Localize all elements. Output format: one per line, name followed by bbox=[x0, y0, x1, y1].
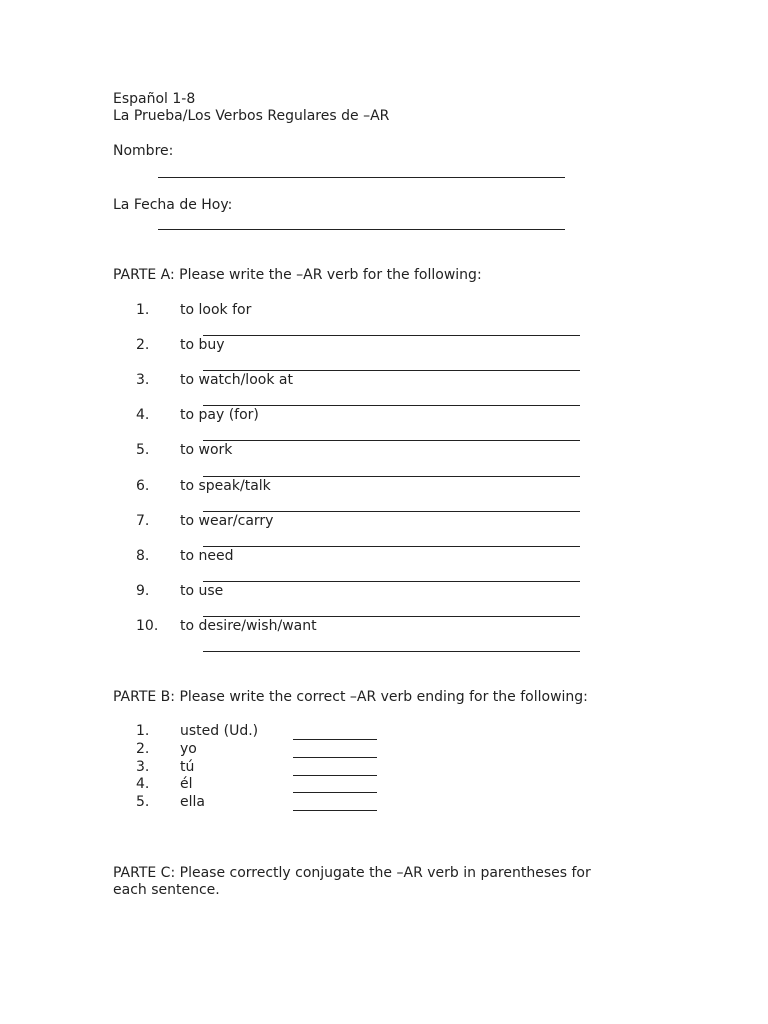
item-number: 4. bbox=[136, 407, 150, 423]
item-number: 1. bbox=[136, 302, 150, 318]
item-number: 10. bbox=[136, 618, 159, 634]
ending-blank[interactable] bbox=[293, 792, 377, 793]
ending-blank[interactable] bbox=[293, 739, 377, 740]
name-line[interactable] bbox=[158, 177, 565, 178]
item-prompt: to speak/talk bbox=[180, 478, 271, 494]
item-prompt: to use bbox=[180, 583, 224, 599]
item-number: 4. bbox=[136, 776, 150, 792]
item-number: 5. bbox=[136, 794, 150, 810]
ending-blank[interactable] bbox=[293, 775, 377, 776]
item-number: 6. bbox=[136, 478, 150, 494]
item-prompt: to buy bbox=[180, 337, 225, 353]
answer-line[interactable] bbox=[203, 405, 580, 406]
quiz-title: La Prueba/Los Verbos Regulares de –AR bbox=[113, 108, 390, 124]
item-pronoun: él bbox=[180, 776, 193, 792]
item-prompt: to wear/carry bbox=[180, 513, 274, 529]
item-pronoun: tú bbox=[180, 759, 195, 775]
parte-b-heading: PARTE B: Please write the correct –AR verb ending for the following: bbox=[113, 689, 588, 705]
item-number: 3. bbox=[136, 759, 150, 775]
item-prompt: to pay (for) bbox=[180, 407, 259, 423]
item-prompt: to look for bbox=[180, 302, 252, 318]
parte-a-heading: PARTE A: Please write the –AR verb for the following: bbox=[113, 267, 482, 283]
ending-blank[interactable] bbox=[293, 810, 377, 811]
item-prompt: to need bbox=[180, 548, 234, 564]
date-label: La Fecha de Hoy: bbox=[113, 197, 233, 213]
item-number: 9. bbox=[136, 583, 150, 599]
item-number: 5. bbox=[136, 442, 150, 458]
item-number: 2. bbox=[136, 337, 150, 353]
answer-line[interactable] bbox=[203, 440, 580, 441]
ending-blank[interactable] bbox=[293, 757, 377, 758]
item-pronoun: usted (Ud.) bbox=[180, 723, 259, 739]
course-title: Español 1-8 bbox=[113, 91, 196, 107]
answer-line[interactable] bbox=[203, 651, 580, 652]
item-prompt: to work bbox=[180, 442, 233, 458]
item-number: 1. bbox=[136, 723, 150, 739]
name-label: Nombre: bbox=[113, 143, 174, 159]
date-line[interactable] bbox=[158, 229, 565, 230]
parte-c-heading-line2: each sentence. bbox=[113, 882, 220, 898]
item-prompt: to desire/wish/want bbox=[180, 618, 317, 634]
answer-line[interactable] bbox=[203, 335, 580, 336]
item-pronoun: yo bbox=[180, 741, 197, 757]
item-number: 2. bbox=[136, 741, 150, 757]
item-prompt: to watch/look at bbox=[180, 372, 293, 388]
item-number: 8. bbox=[136, 548, 150, 564]
item-number: 3. bbox=[136, 372, 150, 388]
answer-line[interactable] bbox=[203, 581, 580, 582]
item-pronoun: ella bbox=[180, 794, 205, 810]
parte-c-heading-line1: PARTE C: Please correctly conjugate the –AR verb in parentheses for bbox=[113, 865, 591, 881]
answer-line[interactable] bbox=[203, 546, 580, 547]
item-number: 7. bbox=[136, 513, 150, 529]
